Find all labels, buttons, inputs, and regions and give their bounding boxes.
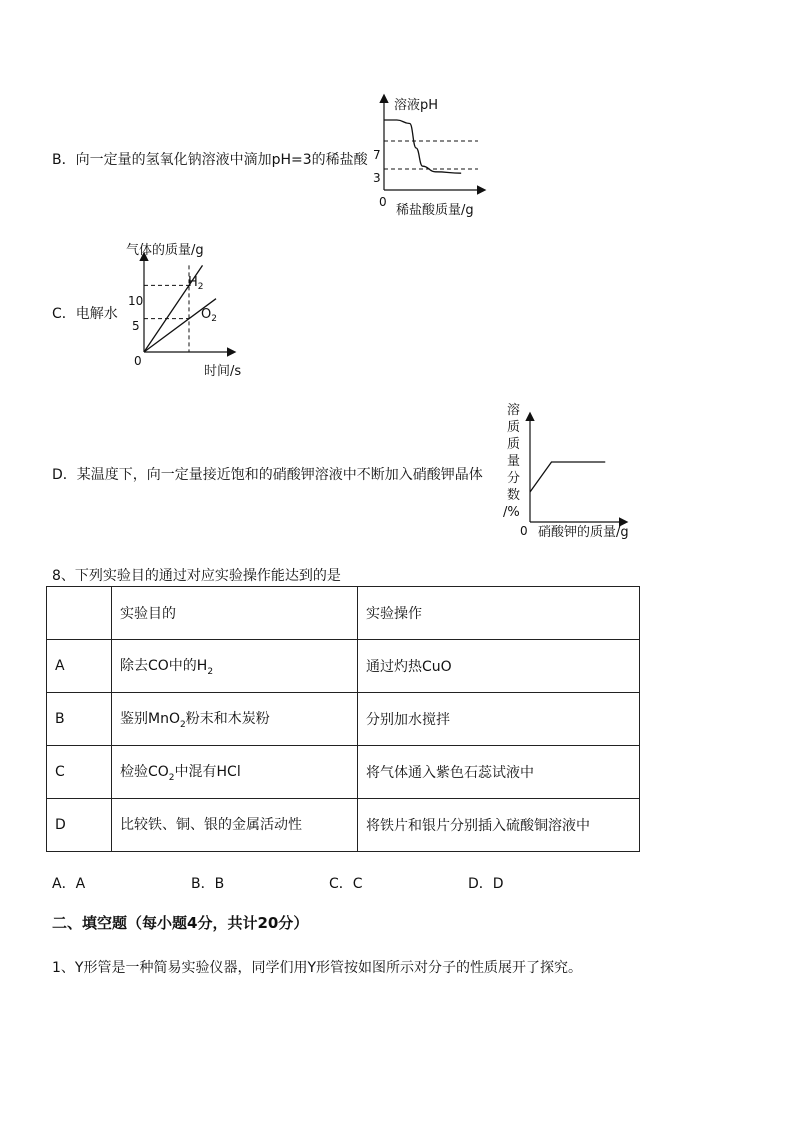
choice-a: A．A (52, 876, 86, 892)
chart-c-h2-label: $H_2$ (188, 275, 204, 292)
svg-text:/%: /% (503, 505, 520, 520)
q8-table (46, 586, 640, 852)
table-row (47, 799, 640, 852)
chart-b-tick-7: 7 (373, 148, 381, 162)
option-d-text: D．某温度下，向一定量接近饱和的硝酸钾溶液中不断加入硝酸钾晶体 (52, 467, 483, 483)
svg-text:分: 分 (507, 471, 521, 486)
chart-d (498, 398, 643, 544)
row-goal: 检验$CO_2$中混有HCl (112, 746, 358, 799)
chart-c-o2-label: $O_2$ (201, 307, 217, 324)
fill-q1: 1、Y形管是一种简易实验仪器，同学们用Y形管按如图所示对分子的性质展开了探究。 (52, 960, 583, 976)
row-label: D (47, 799, 112, 852)
header-cell: 实验目的 (112, 587, 358, 640)
option-b-text: B．向一定量的氢氧化钠溶液中滴加pH=3的稀盐酸 (52, 152, 368, 168)
section-title: 二、填空题（每小题4分，共计20分） (52, 914, 309, 932)
row-op: 分别加水搅拌 (358, 693, 640, 746)
table-row (47, 746, 640, 799)
chart-b-origin: 0 (379, 195, 387, 209)
row-goal: 鉴别MnO$_2$粉末和木炭粉 (112, 693, 358, 746)
q8-stem: 8、下列实验目的通过对应实验操作能达到的是 (52, 568, 341, 584)
row-label: B (47, 693, 112, 746)
table-row (47, 640, 640, 693)
chart-c-tick-5: 5 (132, 319, 140, 333)
chart-b-ylabel: 溶液pH (394, 98, 439, 113)
row-goal: 除去CO中的$H_2$ (112, 640, 358, 693)
svg-text:质: 质 (507, 420, 521, 435)
chart-c-tick-10: 10 (128, 294, 144, 308)
chart-d-line (530, 462, 605, 492)
row-label: A (47, 640, 112, 693)
svg-text:溶: 溶 (507, 403, 521, 418)
svg-text:数: 数 (507, 488, 521, 503)
chart-b-ph-curve (384, 120, 461, 173)
chart-b-tick-3: 3 (373, 171, 381, 185)
choice-d: D．D (468, 876, 504, 892)
choice-c: C．C (329, 876, 363, 892)
row-op: 将铁片和银片分别插入硫酸铜溶液中 (358, 799, 640, 852)
table-row (47, 693, 640, 746)
chart-c-ylabel: 气体的质量/g (126, 243, 204, 258)
chart-c-xlabel: 时间/s (204, 364, 242, 379)
chart-d-xlabel: 硝酸钾的质量/g (538, 525, 629, 540)
chart-b-xlabel: 稀盐酸质量/g (396, 203, 474, 218)
header-cell (47, 587, 112, 640)
row-goal: 比较铁、铜、银的金属活动性 (112, 799, 358, 852)
row-label: C (47, 746, 112, 799)
chart-b (360, 92, 490, 220)
chart-d-ylabel (503, 402, 520, 520)
row-op: 通过灼热CuO (358, 640, 640, 693)
header-cell: 实验操作 (358, 587, 640, 640)
table-header-row (47, 587, 640, 640)
chart-d-origin: 0 (520, 524, 528, 538)
svg-text:质: 质 (507, 437, 521, 452)
chart-c (120, 238, 260, 383)
svg-text:量: 量 (507, 454, 521, 469)
row-op: 将气体通入紫色石蕊试液中 (358, 746, 640, 799)
option-c-text: C．电解水 (52, 306, 118, 322)
chart-c-origin: 0 (134, 354, 142, 368)
choice-b: B．B (191, 876, 225, 892)
